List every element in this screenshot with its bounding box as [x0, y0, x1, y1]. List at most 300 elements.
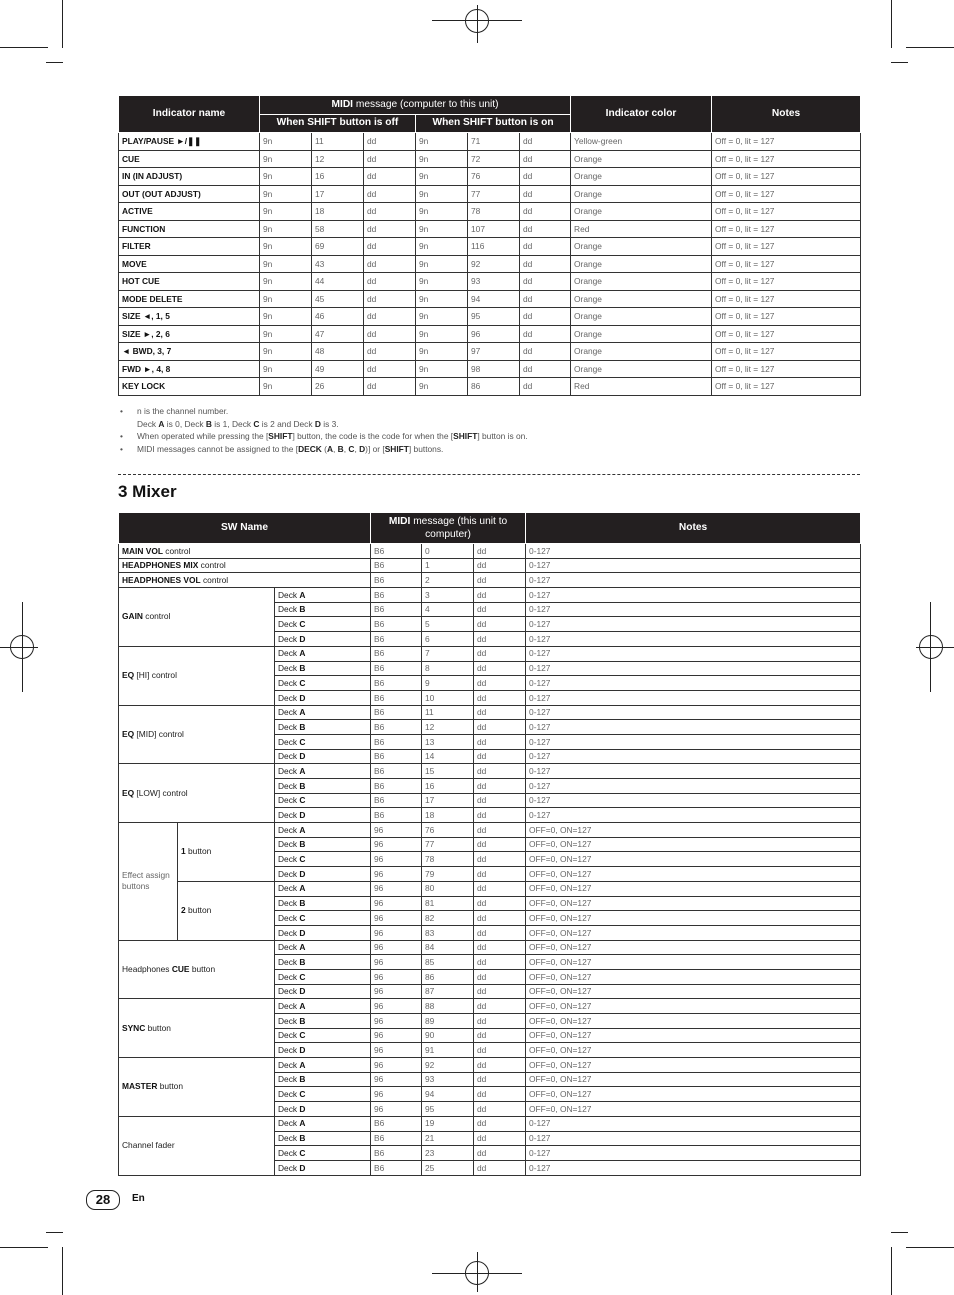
table-row — [119, 940, 861, 955]
midi-status-cell: 96 — [371, 911, 422, 926]
midi-number-cell: 5 — [422, 617, 474, 632]
deck-letter: A — [299, 942, 306, 953]
sw-name-rest: button — [157, 1081, 183, 1092]
note-cell: Off = 0, lit = 127 — [712, 255, 861, 273]
deck-cell — [275, 837, 371, 852]
note-cell: 0-127 — [526, 1116, 861, 1131]
deck-cell — [275, 646, 371, 661]
midi-number-cell: 87 — [422, 984, 474, 999]
midi-value-cell: dd — [474, 734, 526, 749]
indicator-color: Orange — [571, 290, 712, 308]
midi-off-cell: 9n — [260, 150, 312, 168]
note-item: • n is the channel number. — [120, 406, 229, 416]
midi-on-cell: dd — [520, 150, 571, 168]
sw-name-rest: [LOW] control — [134, 787, 188, 798]
midi-off-cell: 58 — [312, 220, 364, 238]
indicator-name-label: KEY LOCK — [122, 381, 166, 392]
indicator-name — [119, 290, 260, 308]
midi-number-cell: 85 — [422, 955, 474, 970]
midi-status-cell: 96 — [371, 823, 422, 838]
midi-status-cell: B6 — [371, 1116, 422, 1131]
note-cell: 0-127 — [526, 646, 861, 661]
deck-letter: C — [299, 619, 306, 630]
midi-off-cell: dd — [364, 325, 416, 343]
note-text: , — [343, 443, 349, 454]
deck-cell — [275, 1102, 371, 1117]
midi-value-cell: dd — [474, 602, 526, 617]
deck-cell — [275, 823, 371, 838]
table-row — [119, 133, 861, 151]
midi-status-cell: B6 — [371, 720, 422, 735]
header-indicator-name: Indicator name — [119, 96, 260, 133]
deck-letter: B — [299, 663, 306, 674]
midi-off-cell: dd — [364, 255, 416, 273]
note-cell: Off = 0, lit = 127 — [712, 203, 861, 221]
midi-off-cell: 9n — [260, 203, 312, 221]
midi-status-cell: 96 — [371, 955, 422, 970]
midi-status-cell: 96 — [371, 837, 422, 852]
midi-value-cell: dd — [474, 720, 526, 735]
deck-letter: D — [299, 810, 306, 821]
sw-name-rest: control — [142, 611, 171, 622]
midi-value-cell: dd — [474, 999, 526, 1014]
deck-label: Deck — [278, 898, 300, 909]
deck-label: Deck — [278, 736, 300, 747]
note-cell: OFF=0, ON=127 — [526, 867, 861, 882]
midi-status-cell: 96 — [371, 969, 422, 984]
indicator-color: Orange — [571, 308, 712, 326]
note-cell: OFF=0, ON=127 — [526, 837, 861, 852]
midi-on-cell: 98 — [468, 360, 520, 378]
midi-value-cell: dd — [474, 881, 526, 896]
note-text: Deck — [137, 418, 159, 429]
midi-off-cell: 9n — [260, 290, 312, 308]
midi-status-cell: B6 — [371, 661, 422, 676]
deck-label: Deck — [278, 1103, 300, 1114]
midi-on-cell: 9n — [416, 220, 468, 238]
note-cell: 0-127 — [526, 808, 861, 823]
sw-name — [119, 544, 371, 559]
sw-name-rest: [MID] control — [134, 728, 184, 739]
midi-status-cell: B6 — [371, 573, 422, 588]
deck-letter: B — [299, 1074, 306, 1085]
registration-mark — [919, 635, 943, 659]
midi-status-cell: 96 — [371, 999, 422, 1014]
deck-label: Deck — [278, 971, 300, 982]
deck-letter: A — [299, 707, 306, 718]
indicator-color: Orange — [571, 238, 712, 256]
midi-status-cell: B6 — [371, 808, 422, 823]
note-item: • When operated while pressing the [SHIFT] button, the code is the code for when the [SHIFT] button is on. — [120, 431, 528, 442]
midi-on-cell: dd — [520, 255, 571, 273]
indicator-name — [119, 220, 260, 238]
midi-number-cell: 92 — [422, 1058, 474, 1073]
indicator-color: Orange — [571, 360, 712, 378]
note-cell: OFF=0, ON=127 — [526, 1072, 861, 1087]
midi-value-cell: dd — [474, 940, 526, 955]
deck-cell — [275, 632, 371, 647]
midi-off-cell: dd — [364, 168, 416, 186]
midi-off-cell: 45 — [312, 290, 364, 308]
deck-label: Deck — [278, 692, 300, 703]
midi-value-cell: dd — [474, 544, 526, 559]
table-row — [119, 325, 861, 343]
note-text: When operated while pressing the [ — [137, 431, 269, 442]
deck-letter: B — [299, 780, 306, 791]
midi-off-cell: dd — [364, 378, 416, 396]
deck-letter: D — [299, 1162, 306, 1173]
table-row — [119, 185, 861, 203]
table-row — [119, 544, 861, 559]
midi-value-cell: dd — [474, 705, 526, 720]
midi-value-cell: dd — [474, 661, 526, 676]
indicator-name-label: MOVE — [122, 258, 147, 269]
deck-cell — [275, 1028, 371, 1043]
note-bold-text: B — [205, 418, 212, 429]
table-row — [119, 646, 861, 661]
note-bold-text: SHIFT — [453, 431, 478, 442]
header-shift-on: When SHIFT button is on — [416, 115, 571, 133]
midi-number-cell: 78 — [422, 852, 474, 867]
deck-label: Deck — [278, 868, 300, 879]
indicator-color: Orange — [571, 150, 712, 168]
midi-value-cell: dd — [474, 1072, 526, 1087]
midi-on-cell: dd — [520, 185, 571, 203]
midi-number-cell: 89 — [422, 1014, 474, 1029]
note-cell: OFF=0, ON=127 — [526, 1014, 861, 1029]
registration-mark — [465, 9, 489, 33]
midi-off-cell: 11 — [312, 133, 364, 151]
sw-name-bold: EQ — [122, 787, 135, 798]
deck-label: Deck — [278, 1000, 300, 1011]
midi-on-cell: 72 — [468, 150, 520, 168]
deck-cell — [275, 1146, 371, 1161]
table-row — [119, 238, 861, 256]
header-midi-message: MIDI message (computer to this unit) — [260, 96, 571, 115]
midi-off-cell: dd — [364, 133, 416, 151]
deck-label: Deck — [278, 721, 300, 732]
midi-value-cell: dd — [474, 749, 526, 764]
deck-letter: C — [299, 1089, 306, 1100]
deck-label: Deck — [278, 1045, 300, 1056]
midi-number-cell: 12 — [422, 720, 474, 735]
note-cell: OFF=0, ON=127 — [526, 940, 861, 955]
deck-cell — [275, 999, 371, 1014]
midi-value-cell: dd — [474, 793, 526, 808]
midi-on-cell: 9n — [416, 133, 468, 151]
indicator-name-label: FUNCTION — [122, 223, 166, 234]
note-cell: 0-127 — [526, 573, 861, 588]
midi-on-cell: 9n — [416, 168, 468, 186]
deck-label: Deck — [278, 854, 300, 865]
note-bold-text: SHIFT — [384, 443, 409, 454]
midi-on-cell: dd — [520, 378, 571, 396]
note-cell: 0-127 — [526, 632, 861, 647]
midi-status-cell: 96 — [371, 867, 422, 882]
indicator-name — [119, 378, 260, 396]
note-text: ] button, the code is the code for when the [ — [292, 431, 454, 442]
notes-list — [120, 405, 860, 455]
note-cell: 0-127 — [526, 720, 861, 735]
deck-letter: B — [299, 1133, 306, 1144]
deck-letter: D — [299, 633, 306, 644]
sw-name-rest: button — [185, 846, 212, 857]
midi-on-cell: 116 — [468, 238, 520, 256]
note-cell: 0-127 — [526, 602, 861, 617]
note-cell: Off = 0, lit = 127 — [712, 150, 861, 168]
midi-on-cell: 9n — [416, 255, 468, 273]
deck-label: Deck — [278, 795, 300, 806]
header-notes: Notes — [712, 96, 861, 133]
deck-letter: A — [299, 883, 306, 894]
midi-status-cell: B6 — [371, 602, 422, 617]
section-divider — [118, 474, 860, 475]
sw-name-rest: button — [185, 905, 212, 916]
table-row — [119, 378, 861, 396]
language-code: En — [132, 1193, 145, 1204]
deck-cell — [275, 1014, 371, 1029]
note-text: ( — [321, 443, 327, 454]
midi-value-cell: dd — [474, 646, 526, 661]
indicator-name — [119, 273, 260, 291]
midi-on-cell: 9n — [416, 203, 468, 221]
midi-value-cell: dd — [474, 1102, 526, 1117]
midi-on-cell: dd — [520, 343, 571, 361]
midi-off-cell: 9n — [260, 273, 312, 291]
midi-number-cell: 6 — [422, 632, 474, 647]
note-cell: Off = 0, lit = 127 — [712, 185, 861, 203]
deck-letter: B — [299, 956, 306, 967]
note-cell: Off = 0, lit = 127 — [712, 360, 861, 378]
midi-number-cell: 13 — [422, 734, 474, 749]
midi-value-cell: dd — [474, 676, 526, 691]
indicator-name — [119, 150, 260, 168]
note-cell: Off = 0, lit = 127 — [712, 378, 861, 396]
table-row — [119, 308, 861, 326]
header-notes: Notes — [526, 513, 861, 544]
midi-off-cell: 12 — [312, 150, 364, 168]
midi-number-cell: 15 — [422, 764, 474, 779]
midi-status-cell: 96 — [371, 852, 422, 867]
note-cell: 0-127 — [526, 690, 861, 705]
indicator-name — [119, 325, 260, 343]
midi-off-cell: 48 — [312, 343, 364, 361]
sw-name-rest: button — [189, 963, 216, 974]
sw-name — [119, 705, 275, 764]
midi-on-cell: 9n — [416, 325, 468, 343]
midi-number-cell: 4 — [422, 602, 474, 617]
indicator-color: Orange — [571, 325, 712, 343]
sw-name-bold: MAIN VOL — [122, 545, 163, 556]
midi-number-cell: 7 — [422, 646, 474, 661]
indicator-name — [119, 238, 260, 256]
deck-cell — [275, 808, 371, 823]
sw-name — [178, 823, 275, 882]
crop-mark — [0, 1247, 48, 1248]
note-cell: 0-127 — [526, 764, 861, 779]
note-cell: OFF=0, ON=127 — [526, 881, 861, 896]
sw-name — [119, 940, 275, 999]
midi-status-cell: 96 — [371, 1043, 422, 1058]
deck-label: Deck — [278, 912, 300, 923]
sw-name — [119, 573, 371, 588]
note-cell: OFF=0, ON=127 — [526, 999, 861, 1014]
midi-off-cell: 9n — [260, 325, 312, 343]
deck-letter: A — [299, 1059, 306, 1070]
midi-status-cell: B6 — [371, 749, 422, 764]
note-cell: 0-127 — [526, 734, 861, 749]
midi-value-cell: dd — [474, 823, 526, 838]
table-row — [119, 255, 861, 273]
midi-status-cell: B6 — [371, 632, 422, 647]
sw-name-bold: HEADPHONES VOL — [122, 575, 201, 586]
midi-off-cell: dd — [364, 343, 416, 361]
deck-letter: A — [299, 589, 306, 600]
table-row — [119, 705, 861, 720]
midi-off-cell: 9n — [260, 308, 312, 326]
crop-mark — [46, 62, 63, 63]
midi-value-cell: dd — [474, 632, 526, 647]
midi-on-cell: 9n — [416, 343, 468, 361]
midi-status-cell: 96 — [371, 1058, 422, 1073]
midi-status-cell: B6 — [371, 646, 422, 661]
midi-on-cell: 9n — [416, 290, 468, 308]
midi-value-cell: dd — [474, 573, 526, 588]
note-cell: Off = 0, lit = 127 — [712, 343, 861, 361]
crop-mark — [62, 1247, 63, 1295]
sw-name-bold: HEADPHONES MIX — [122, 560, 199, 571]
crop-mark — [0, 47, 48, 48]
registration-mark — [465, 1261, 489, 1285]
table-row — [119, 220, 861, 238]
sw-name — [178, 881, 275, 940]
deck-cell — [275, 911, 371, 926]
midi-value-cell: dd — [474, 690, 526, 705]
midi-off-cell: 9n — [260, 360, 312, 378]
midi-number-cell: 95 — [422, 1102, 474, 1117]
midi-on-cell: dd — [520, 220, 571, 238]
midi-value-cell: dd — [474, 1160, 526, 1175]
midi-on-cell: 107 — [468, 220, 520, 238]
midi-status-cell: 96 — [371, 984, 422, 999]
note-cell: Off = 0, lit = 127 — [712, 290, 861, 308]
deck-cell — [275, 749, 371, 764]
midi-off-cell: 26 — [312, 378, 364, 396]
midi-value-cell: dd — [474, 852, 526, 867]
section-title: 3 Mixer — [118, 482, 177, 501]
deck-label: Deck — [278, 824, 300, 835]
note-cell: Off = 0, lit = 127 — [712, 325, 861, 343]
midi-value-cell: dd — [474, 1043, 526, 1058]
midi-on-cell: 9n — [416, 308, 468, 326]
sw-name-bold: MASTER — [122, 1081, 158, 1092]
midi-off-cell: 9n — [260, 133, 312, 151]
midi-number-cell: 16 — [422, 779, 474, 794]
midi-off-cell: 18 — [312, 203, 364, 221]
midi-on-cell: dd — [520, 168, 571, 186]
midi-off-cell: dd — [364, 290, 416, 308]
table-row — [119, 588, 861, 603]
deck-label: Deck — [278, 1030, 300, 1041]
midi-status-cell: B6 — [371, 588, 422, 603]
midi-number-cell: 77 — [422, 837, 474, 852]
midi-value-cell: dd — [474, 1146, 526, 1161]
deck-letter: C — [299, 795, 306, 806]
crop-mark — [906, 47, 954, 48]
mixer-midi-table — [118, 512, 861, 1176]
midi-on-cell: 9n — [416, 238, 468, 256]
deck-cell — [275, 602, 371, 617]
indicator-name-label: SIZE ◄, 1, 5 — [122, 311, 170, 322]
midi-number-cell: 81 — [422, 896, 474, 911]
deck-label: Deck — [278, 589, 300, 600]
deck-letter: C — [299, 736, 306, 747]
midi-on-cell: 77 — [468, 185, 520, 203]
deck-label: Deck — [278, 810, 300, 821]
midi-status-cell: B6 — [371, 1131, 422, 1146]
deck-label: Deck — [278, 751, 300, 762]
midi-on-cell: 9n — [416, 185, 468, 203]
midi-number-cell: 21 — [422, 1131, 474, 1146]
sw-name-rest: control — [198, 560, 226, 571]
note-bold-text: SHIFT — [268, 431, 293, 442]
indicator-name-label: FWD ►, 4, 8 — [122, 363, 171, 374]
midi-number-cell: 0 — [422, 544, 474, 559]
midi-status-cell: 96 — [371, 881, 422, 896]
note-cell: OFF=0, ON=127 — [526, 911, 861, 926]
deck-label: Deck — [278, 677, 300, 688]
header-midi-message: MIDI message (this unit to computer) — [371, 513, 526, 544]
table-row — [119, 1058, 861, 1073]
midi-on-cell: 9n — [416, 378, 468, 396]
deck-cell — [275, 1087, 371, 1102]
note-text: is 1, Deck — [211, 418, 254, 429]
deck-letter: C — [299, 971, 306, 982]
deck-label: Deck — [278, 927, 300, 938]
midi-number-cell: 90 — [422, 1028, 474, 1043]
midi-off-cell: dd — [364, 220, 416, 238]
indicator-color: Yellow-green — [571, 133, 712, 151]
note-cell: 0-127 — [526, 1131, 861, 1146]
table-row — [119, 203, 861, 221]
midi-number-cell: 23 — [422, 1146, 474, 1161]
indicator-color: Red — [571, 220, 712, 238]
table-row — [119, 1116, 861, 1131]
midi-on-cell: 97 — [468, 343, 520, 361]
table-row — [119, 881, 861, 896]
header-indicator-color: Indicator color — [571, 96, 712, 133]
note-cell: OFF=0, ON=127 — [526, 925, 861, 940]
note-cell: 0-127 — [526, 749, 861, 764]
deck-cell — [275, 969, 371, 984]
deck-cell — [275, 1131, 371, 1146]
crop-mark — [891, 1232, 908, 1233]
midi-status-cell: B6 — [371, 779, 422, 794]
sw-name — [119, 646, 275, 705]
midi-value-cell: dd — [474, 1087, 526, 1102]
deck-label: Deck — [278, 765, 300, 776]
effect-assign-label: Effect assign buttons — [119, 823, 178, 941]
deck-letter: C — [299, 1030, 306, 1041]
sw-name — [119, 1058, 275, 1117]
midi-on-cell: dd — [520, 360, 571, 378]
midi-value-cell: dd — [474, 1014, 526, 1029]
midi-status-cell: 96 — [371, 1087, 422, 1102]
midi-value-cell: dd — [474, 1058, 526, 1073]
deck-cell — [275, 881, 371, 896]
deck-cell — [275, 1058, 371, 1073]
midi-number-cell: 82 — [422, 911, 474, 926]
